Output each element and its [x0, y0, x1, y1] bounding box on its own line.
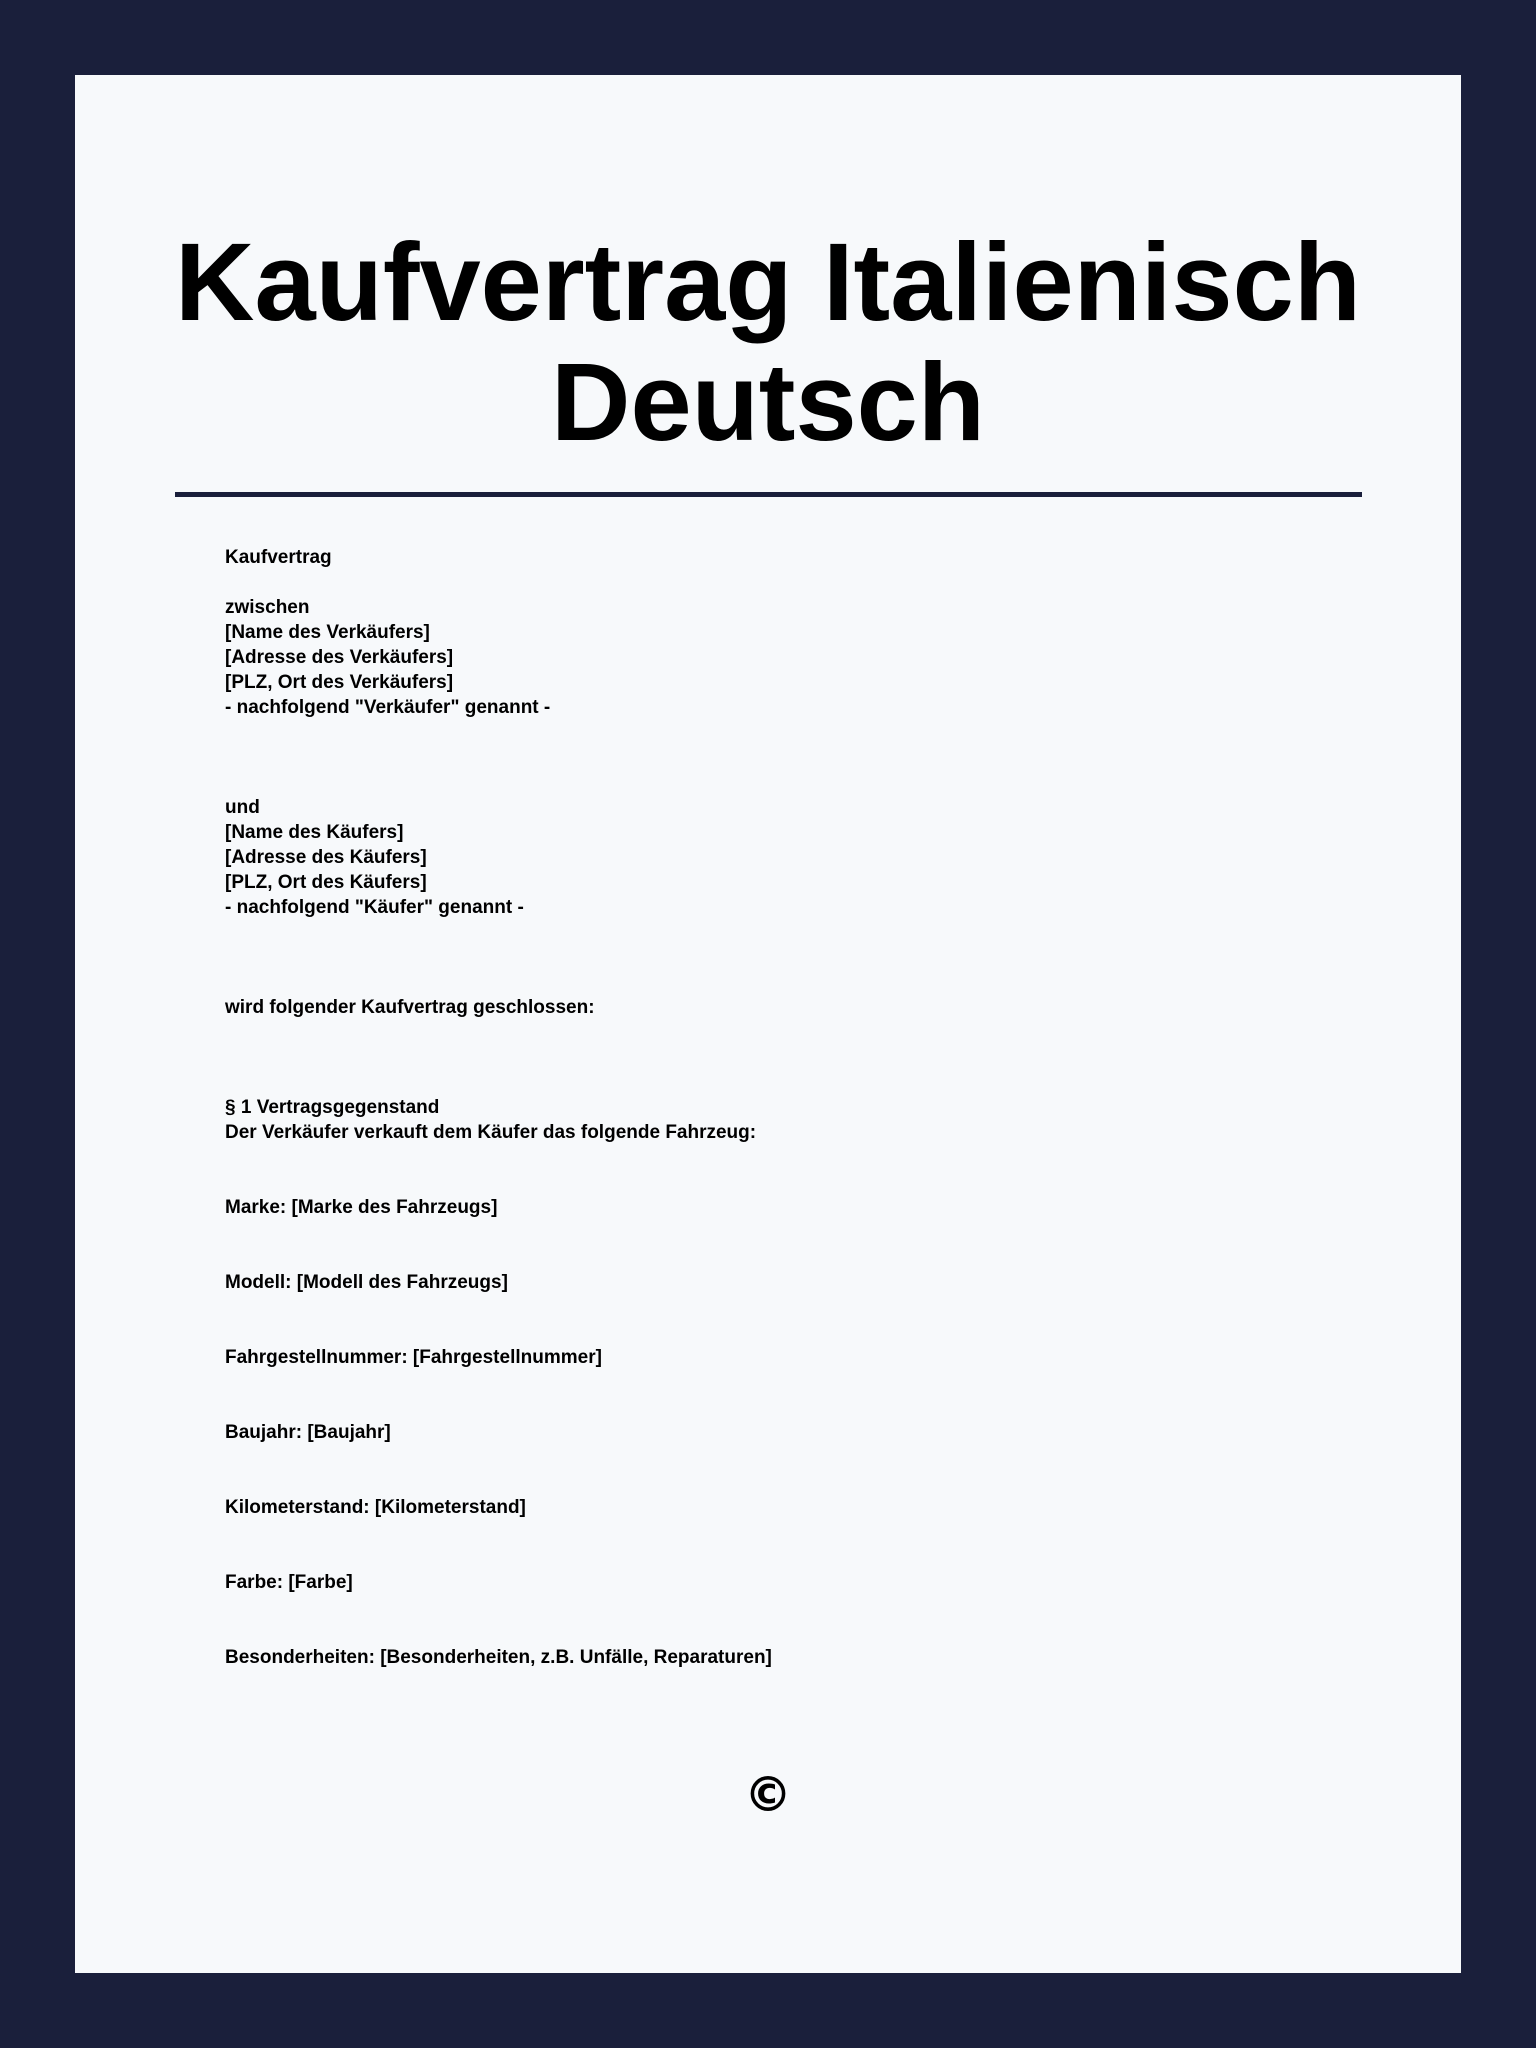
seller-line: [Name des Verkäufers] — [225, 622, 430, 643]
spacer — [225, 1145, 1325, 1195]
buyer-block — [225, 795, 1325, 920]
spacer — [225, 570, 1325, 595]
conclusion-text: wird folgender Kaufvertrag geschlossen: — [225, 997, 595, 1018]
document-page — [75, 75, 1461, 1973]
vehicle-field: Marke: [Marke des Fahrzeugs] — [225, 1197, 498, 1218]
spacer — [225, 1020, 1325, 1095]
title-divider — [175, 492, 1362, 497]
spacer — [225, 920, 1325, 995]
section-heading: § 1 Vertragsgegenstand — [225, 1097, 440, 1118]
buyer-line: [Adresse des Käufers] — [225, 847, 427, 868]
buyer-line: [Name des Käufers] — [225, 822, 404, 843]
vehicle-field: Kilometerstand: [Kilometerstand] — [225, 1497, 526, 1518]
seller-line: - nachfolgend "Verkäufer" genannt - — [225, 697, 551, 718]
spacer — [225, 1370, 1325, 1420]
buyer-line: - nachfolgend "Käufer" genannt - — [225, 897, 524, 918]
section-intro: Der Verkäufer verkauft dem Käufer das folgende Fahrzeug: — [225, 1122, 757, 1143]
seller-line: [PLZ, Ort des Verkäufers] — [225, 672, 454, 693]
vehicle-field: Besonderheiten: [Besonderheiten, z.B. Unfälle, Reparaturen] — [225, 1647, 772, 1668]
document-title — [75, 223, 1461, 463]
buyer-line: und — [225, 797, 260, 818]
seller-line: [Adresse des Verkäufers] — [225, 647, 454, 668]
vehicle-field: Modell: [Modell des Fahrzeugs] — [225, 1272, 508, 1293]
spacer — [225, 1220, 1325, 1270]
seller-block — [225, 595, 1325, 720]
spacer — [225, 1520, 1325, 1570]
spacer — [225, 1445, 1325, 1495]
copyright-icon: © — [744, 1767, 792, 1823]
title-line-2: Deutsch — [551, 341, 985, 464]
vehicle-field: Fahrgestellnummer: [Fahrgestellnummer] — [225, 1347, 602, 1368]
seller-line: zwischen — [225, 597, 310, 618]
contract-heading: Kaufvertrag — [225, 547, 332, 568]
vehicle-field: Farbe: [Farbe] — [225, 1572, 353, 1593]
spacer — [225, 1295, 1325, 1345]
vehicle-field: Baujahr: [Baujahr] — [225, 1422, 391, 1443]
title-line-1: Kaufvertrag Italienisch — [175, 221, 1361, 344]
spacer — [225, 1595, 1325, 1645]
contract-body — [225, 545, 1325, 1670]
buyer-line: [PLZ, Ort des Käufers] — [225, 872, 427, 893]
spacer — [225, 720, 1325, 795]
